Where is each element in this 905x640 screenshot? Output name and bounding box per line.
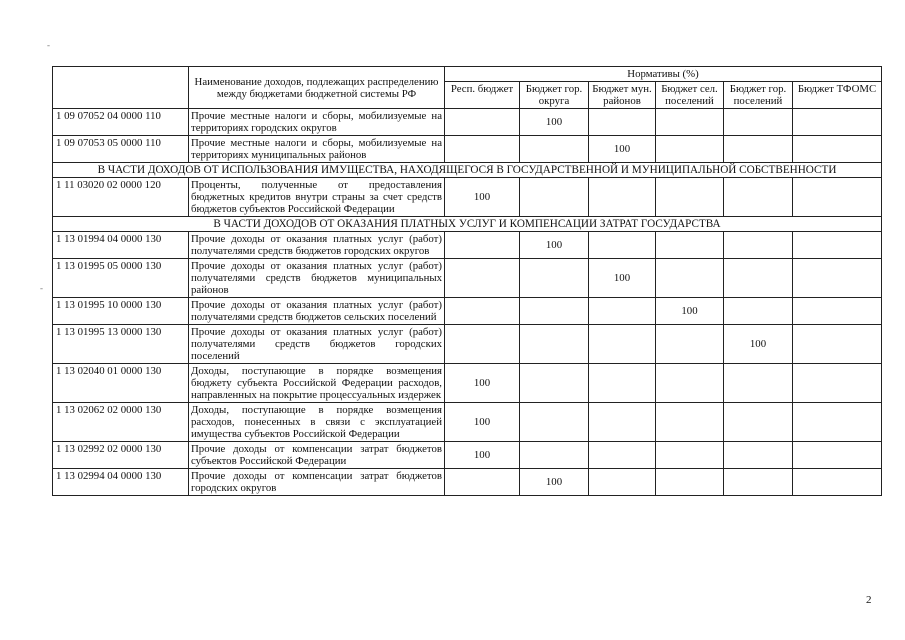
header-row-1 bbox=[53, 67, 882, 82]
normative-value bbox=[793, 364, 882, 403]
normative-value bbox=[793, 178, 882, 217]
normative-value bbox=[656, 403, 724, 442]
normative-value: 100 bbox=[589, 136, 656, 163]
normative-value bbox=[656, 232, 724, 259]
normative-value bbox=[520, 178, 589, 217]
normative-value bbox=[793, 442, 882, 469]
normative-value bbox=[793, 469, 882, 496]
normative-value: 100 bbox=[520, 109, 589, 136]
page-number: 2 bbox=[866, 594, 872, 606]
budget-column-header: Бюджет гор. поселений bbox=[724, 82, 793, 109]
budget-column-header: Бюджет гор. округа bbox=[520, 82, 589, 109]
normative-value bbox=[793, 403, 882, 442]
normative-value bbox=[589, 469, 656, 496]
budget-column-header: Бюджет сел. поселений bbox=[656, 82, 724, 109]
normative-value bbox=[793, 298, 882, 325]
revenue-code: 1 13 02040 01 0000 130 bbox=[53, 364, 189, 403]
normative-value: 100 bbox=[724, 325, 793, 364]
budget-column-header: Респ. бюджет bbox=[445, 82, 520, 109]
revenue-name: Проценты, полученные от предоставления бюджетных кредитов внутри страны за счет средств бюджетов субъектов Российской Федерации bbox=[189, 178, 445, 217]
normative-value bbox=[589, 109, 656, 136]
revenue-name: Прочие доходы от оказания платных услуг (работ) получателями средств бюджетов городских поселений bbox=[189, 325, 445, 364]
table-row bbox=[53, 109, 882, 136]
normative-value bbox=[520, 136, 589, 163]
table-row bbox=[53, 403, 882, 442]
normative-value bbox=[520, 364, 589, 403]
revenue-name: Доходы, поступающие в порядке возмещения расходов, понесенных в связи с эксплуатацией имущества субъектов Российской Федерации bbox=[189, 403, 445, 442]
table-row bbox=[53, 442, 882, 469]
normative-value: 100 bbox=[445, 364, 520, 403]
table-row bbox=[53, 232, 882, 259]
normative-value bbox=[724, 442, 793, 469]
normative-value bbox=[724, 232, 793, 259]
normative-value bbox=[793, 109, 882, 136]
revenue-name: Прочие доходы от компенсации затрат бюджетов городских округов bbox=[189, 469, 445, 496]
normative-value bbox=[589, 232, 656, 259]
normative-value bbox=[724, 259, 793, 298]
table-row bbox=[53, 298, 882, 325]
table-row bbox=[53, 259, 882, 298]
normative-value bbox=[445, 232, 520, 259]
normative-value bbox=[724, 298, 793, 325]
normative-value: 100 bbox=[445, 442, 520, 469]
scan-dot-top: - bbox=[47, 40, 50, 50]
revenue-code: 1 13 02992 02 0000 130 bbox=[53, 442, 189, 469]
revenue-name: Прочие местные налоги и сборы, мобилизуемые на территориях муниципальных районов bbox=[189, 136, 445, 163]
revenue-name: Прочие доходы от оказания платных услуг (работ) получателями средств бюджетов городских округов bbox=[189, 232, 445, 259]
normative-value bbox=[793, 259, 882, 298]
normative-value bbox=[589, 364, 656, 403]
normative-value: 100 bbox=[445, 403, 520, 442]
normative-value bbox=[656, 469, 724, 496]
normative-value bbox=[724, 469, 793, 496]
normative-value bbox=[520, 442, 589, 469]
normative-value bbox=[589, 298, 656, 325]
revenue-code: 1 11 03020 02 0000 120 bbox=[53, 178, 189, 217]
normative-value bbox=[520, 298, 589, 325]
revenue-name: Прочие доходы от компенсации затрат бюджетов субъектов Российской Федерации bbox=[189, 442, 445, 469]
normative-value bbox=[656, 178, 724, 217]
normative-value bbox=[724, 403, 793, 442]
table-row bbox=[53, 178, 882, 217]
normative-value bbox=[793, 136, 882, 163]
table-body bbox=[53, 109, 882, 496]
revenue-code: 1 13 01994 04 0000 130 bbox=[53, 232, 189, 259]
revenue-name: Прочие доходы от оказания платных услуг (работ) получателями средств бюджетов муниципальных районов bbox=[189, 259, 445, 298]
normative-value bbox=[520, 403, 589, 442]
revenue-distribution-table bbox=[52, 66, 882, 496]
normative-value bbox=[724, 178, 793, 217]
normative-value bbox=[445, 469, 520, 496]
revenue-code: 1 13 01995 13 0000 130 bbox=[53, 325, 189, 364]
revenue-code: 1 09 07053 05 0000 110 bbox=[53, 136, 189, 163]
normative-value bbox=[656, 259, 724, 298]
normative-value: 100 bbox=[656, 298, 724, 325]
name-column-header: Наименование доходов, подлежащих распределению между бюджетами бюджетной системы РФ bbox=[189, 67, 445, 109]
normative-value bbox=[520, 325, 589, 364]
scan-dot-mid: - bbox=[40, 283, 43, 293]
normative-value bbox=[445, 259, 520, 298]
normative-value bbox=[656, 364, 724, 403]
normative-value: 100 bbox=[589, 259, 656, 298]
normative-value: 100 bbox=[520, 232, 589, 259]
table-row bbox=[53, 469, 882, 496]
revenue-code: 1 13 02062 02 0000 130 bbox=[53, 403, 189, 442]
revenue-name: Прочие местные налоги и сборы, мобилизуемые на территориях городских округов bbox=[189, 109, 445, 136]
normative-value bbox=[589, 442, 656, 469]
normative-value bbox=[589, 325, 656, 364]
section-header-row bbox=[53, 217, 882, 232]
normative-value bbox=[589, 403, 656, 442]
normative-value bbox=[445, 325, 520, 364]
normative-value bbox=[656, 325, 724, 364]
normative-value: 100 bbox=[445, 178, 520, 217]
revenue-code: 1 13 01995 10 0000 130 bbox=[53, 298, 189, 325]
normative-value bbox=[445, 109, 520, 136]
normative-value bbox=[445, 136, 520, 163]
section-header-row bbox=[53, 163, 882, 178]
normative-value bbox=[656, 442, 724, 469]
table-row bbox=[53, 325, 882, 364]
budget-column-header: Бюджет мун. районов bbox=[589, 82, 656, 109]
table-row bbox=[53, 136, 882, 163]
revenue-name: Доходы, поступающие в порядке возмещения бюджету субъекта Российской Федерации расходов, направленных на покрытие процессуальных издержек bbox=[189, 364, 445, 403]
normative-value bbox=[656, 136, 724, 163]
normative-value bbox=[793, 325, 882, 364]
normative-value bbox=[589, 178, 656, 217]
section-title: В ЧАСТИ ДОХОДОВ ОТ ИСПОЛЬЗОВАНИЯ ИМУЩЕСТВА, НАХОДЯЩЕГОСЯ В ГОСУДАРСТВЕННОЙ И МУНИЦИПАЛЬНОЙ СОБСТВЕННОСТИ bbox=[53, 163, 882, 178]
revenue-code: 1 09 07052 04 0000 110 bbox=[53, 109, 189, 136]
revenue-code: 1 13 02994 04 0000 130 bbox=[53, 469, 189, 496]
normatives-header: Нормативы (%) bbox=[445, 67, 882, 82]
section-title: В ЧАСТИ ДОХОДОВ ОТ ОКАЗАНИЯ ПЛАТНЫХ УСЛУГ И КОМПЕНСАЦИИ ЗАТРАТ ГОСУДАРСТВА bbox=[53, 217, 882, 232]
normative-value bbox=[520, 259, 589, 298]
normative-value bbox=[724, 364, 793, 403]
normative-value bbox=[724, 136, 793, 163]
budget-column-header: Бюджет ТФОМС bbox=[793, 82, 882, 109]
table-row bbox=[53, 364, 882, 403]
revenue-name: Прочие доходы от оказания платных услуг (работ) получателями средств бюджетов сельских поселений bbox=[189, 298, 445, 325]
revenue-code: 1 13 01995 05 0000 130 bbox=[53, 259, 189, 298]
normative-value bbox=[793, 232, 882, 259]
normative-value bbox=[656, 109, 724, 136]
code-column-header bbox=[53, 67, 189, 109]
normative-value: 100 bbox=[520, 469, 589, 496]
normative-value bbox=[445, 298, 520, 325]
normative-value bbox=[724, 109, 793, 136]
